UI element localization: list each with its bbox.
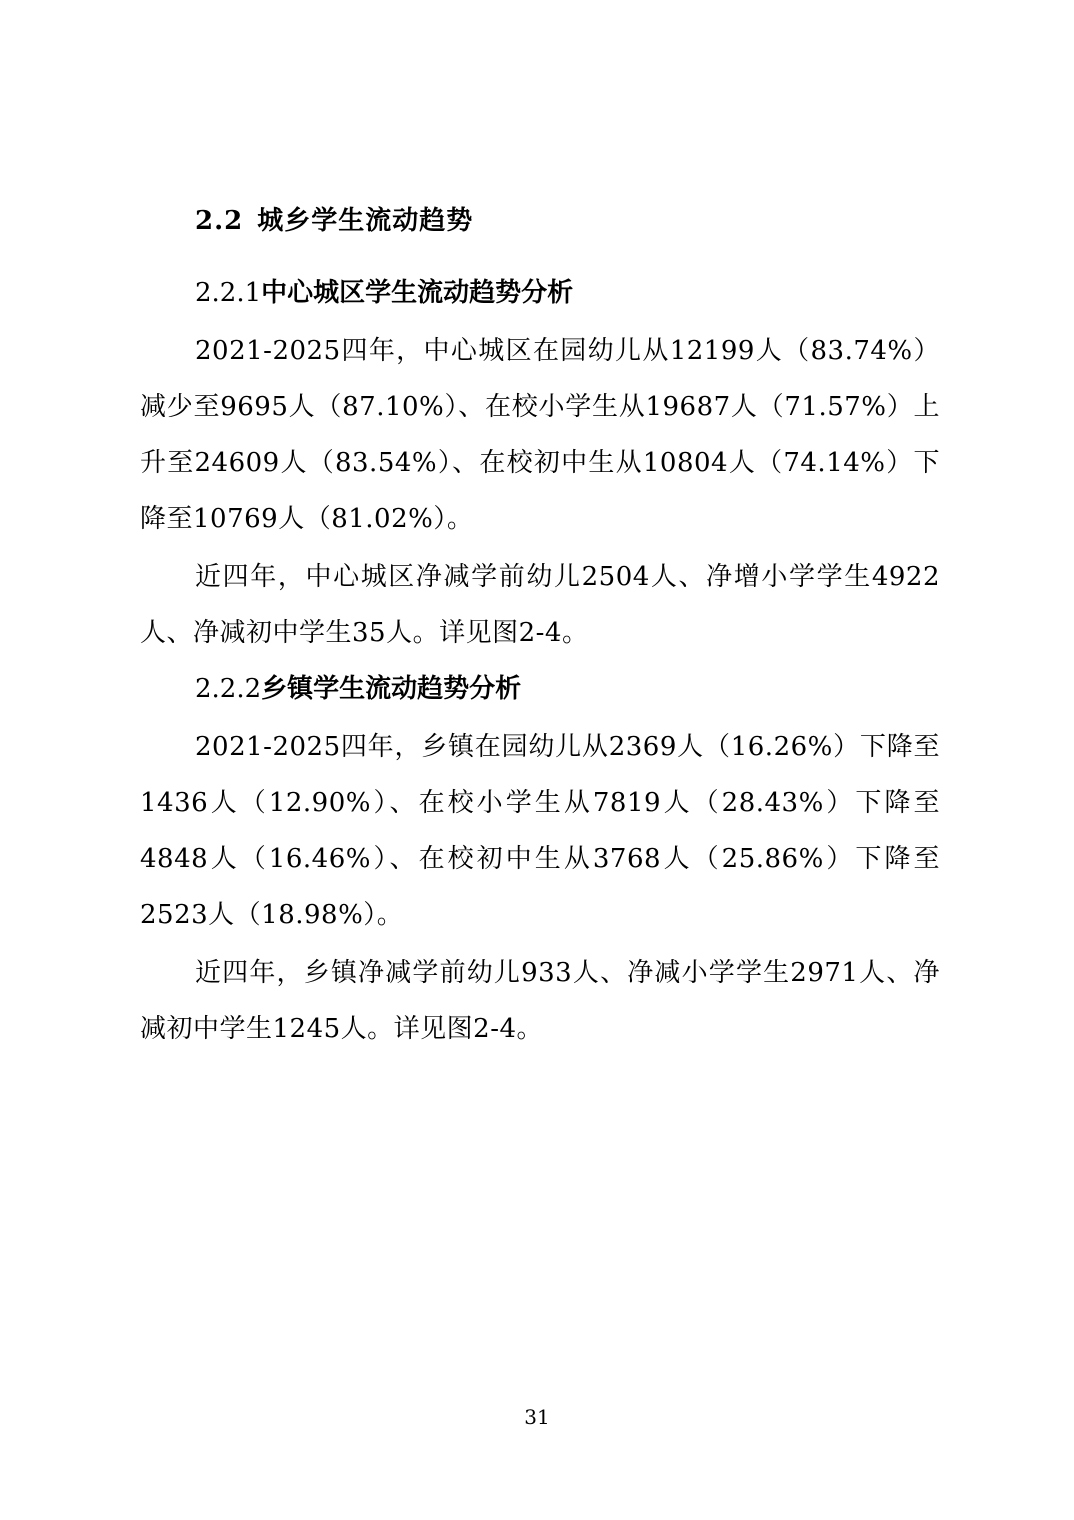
section-heading xyxy=(195,195,940,247)
paragraph-township-summary: 近四年，乡镇净减学前幼儿933人、净减小学学生2971人、净减初中学生1245人。详见图2-4。 xyxy=(140,958,940,1044)
subsection-title-urban: 中心城区学生流动趋势分析 xyxy=(261,278,574,308)
paragraph-township-stats: 2021-2025四年，乡镇在园幼儿从2369人（16.26%）下降至1436人（12.90%）、在校小学生从7819人（28.43%）下降至4848人（16.46%）、在校初中生从3768人（25.86%）下降至2523人（18.98%）。 xyxy=(140,732,940,930)
paragraph-urban-stats: 2021-2025四年，中心城区在园幼儿从12199人（83.74%）减少至9695人（87.10%）、在校小学生从19687人（71.57%）上升至24609人（83.54%）、在校初中生从10804人（74.14%）下降至10769人（81.02%）。 xyxy=(140,336,940,534)
page-number: 31 xyxy=(524,1405,550,1429)
subsection-heading-township xyxy=(195,661,940,717)
subsection-urban xyxy=(140,265,940,661)
section-title: 城乡学生流动趋势 xyxy=(257,206,474,236)
subsection-heading-urban xyxy=(195,265,940,321)
paragraph-urban-summary: 近四年，中心城区净减学前幼儿2504人、净增小学学生4922人、净减初中学生35人。详见图2-4。 xyxy=(140,562,940,648)
page-content xyxy=(140,195,940,1057)
subsection-number-township: 2.2.2 xyxy=(195,674,262,704)
subsection-number-urban: 2.2.1 xyxy=(195,278,262,308)
subsection-title-township: 乡镇学生流动趋势分析 xyxy=(261,674,522,704)
subsection-township xyxy=(140,661,940,1057)
section-number: 2.2 xyxy=(195,206,244,236)
